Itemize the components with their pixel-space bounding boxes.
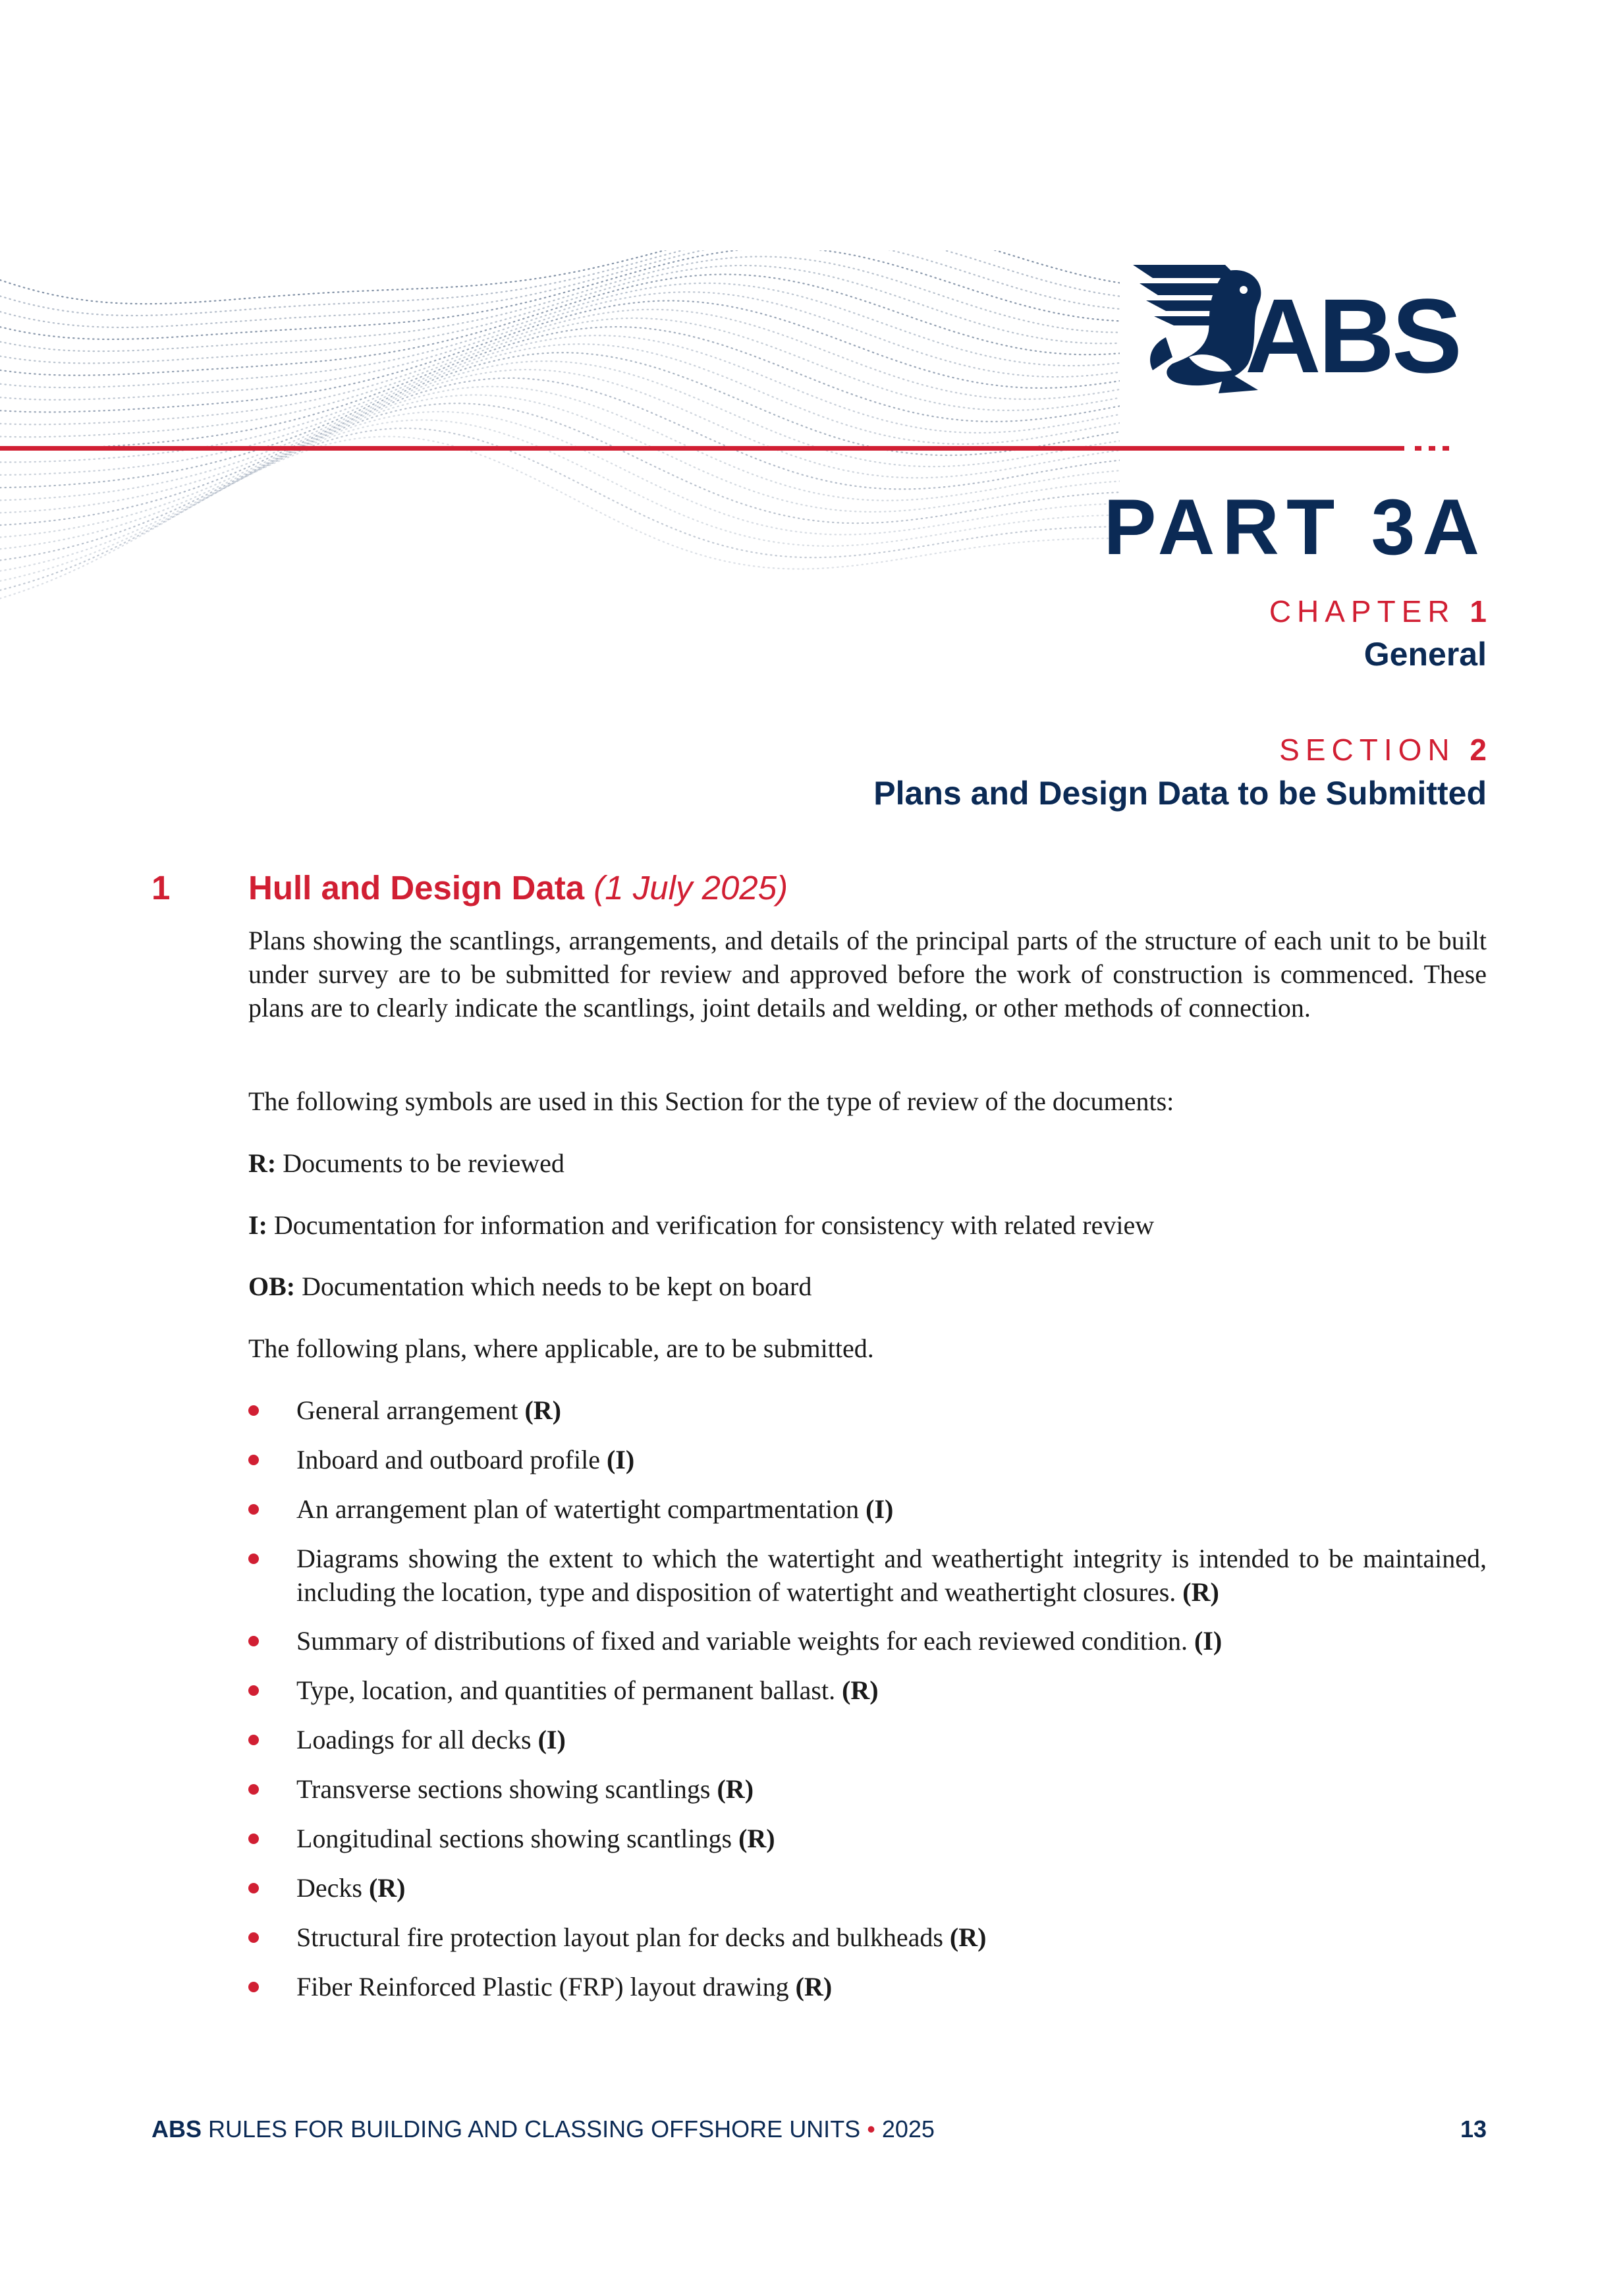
symbol-ob [248,1270,1487,1303]
footer-rules-title: RULES FOR BUILDING AND CLASSING OFFSHORE UNITS [208,2115,861,2142]
heading-title [248,868,788,908]
review-tag: (R) [949,1922,987,1952]
bullet-icon [248,1982,259,1992]
review-tag: (I) [866,1494,894,1524]
symbol-text: Documentation for information and verification for consistency with related review [273,1210,1155,1240]
symbol-code: R: [248,1148,277,1178]
symbol-r [248,1146,1487,1180]
wave-line [0,420,1120,581]
list-item-text: Summary of distributions of fixed and variable weights for each reviewed condition. [296,1626,1188,1656]
review-tag: (R) [795,1972,833,2002]
bullet-icon [248,1685,259,1696]
wave-line [0,352,1120,488]
review-tag: (R) [717,1774,754,1804]
bullet-icon [248,1455,259,1465]
bullet-icon [248,1932,259,1943]
bullet-icon [248,1883,259,1893]
heading-title-text: Hull and Design Data [248,869,585,907]
list-item-text: General arrangement [296,1395,518,1425]
bullet-icon [248,1504,259,1515]
chapter-word: CHAPTER [1269,594,1456,629]
wave-line [0,412,1120,571]
footer-year: 2025 [881,2115,935,2142]
chapter-label [1269,595,1487,628]
chapter-title: General [1363,636,1487,673]
review-tag: (R) [368,1873,406,1903]
rule-dot [1443,446,1449,451]
abs-logo-text: ABS [1245,277,1460,395]
list-item-text: Longitudinal sections showing scantlings [296,1824,732,1853]
page-number: 13 [1460,2115,1487,2142]
bullet-icon [248,1784,259,1795]
wave-graphic [0,250,1120,619]
wave-line [0,250,1120,327]
symbol-text: Documentation which needs to be kept on board [302,1272,812,1301]
review-tag: (I) [606,1445,635,1474]
symbol-i [248,1208,1487,1242]
wave-line [0,335,1120,462]
rule-dot [1415,446,1421,451]
symbol-code: OB: [248,1272,296,1301]
review-tag: (R) [842,1675,879,1705]
rule-dot [1429,446,1435,451]
list-item-text: Fiber Reinforced Plastic (FRP) layout drawing [296,1972,789,2002]
bullet-icon [248,1554,259,1564]
intro-paragraph: Plans showing the scantlings, arrangements, and details of the principal parts of the structure of each unit to be built under survey are to be submitted for review and approved before the work of construction is commenced. These plans are to clearly indicate the scantlings, joint details and welding, or other methods of connection. [248,926,1487,1022]
footer-title [151,2115,935,2144]
review-tag: (R) [1182,1577,1219,1607]
list-item-text: Loadings for all decks [296,1725,532,1754]
list-item-text: Diagrams showing the extent to which the watertight and weathertight integrity is intended to be maintained, including the location, type and disposition of watertight and weathertight closures. [296,1544,1487,1607]
wave-line [0,437,1120,599]
bullet-icon [248,1735,259,1745]
footer-separator: • [867,2115,875,2142]
review-tag: (I) [537,1725,566,1754]
symbol-text: Documents to be reviewed [283,1148,564,1178]
heading-number: 1 [151,869,171,907]
heading-date: (1 July 2025) [593,869,788,907]
list-item-text: Type, location, and quantities of permanent ballast. [296,1675,836,1705]
list-item-text: Decks [296,1873,362,1903]
review-tag: (R) [524,1395,561,1425]
section-number: 2 [1470,733,1487,767]
section-word: SECTION [1279,733,1456,767]
bullet-icon [248,1834,259,1844]
bullet-icon [248,1636,259,1646]
part-title: PART 3A [1103,483,1487,571]
symbol-code: I: [248,1210,267,1240]
header-rule [0,446,1404,451]
footer-brand: ABS [151,2115,202,2142]
list-item-text: An arrangement plan of watertight compartmentation [296,1494,860,1524]
list-item-text: Inboard and outboard profile [296,1445,600,1474]
list-item-text: Transverse sections showing scantlings [296,1774,711,1804]
section-title: Plans and Design Data to be Submitted [873,775,1487,812]
wave-line [0,250,1120,304]
section-label [1279,733,1487,766]
plans-intro: The following plans, where applicable, are to be submitted. [248,1333,874,1363]
chapter-number: 1 [1470,594,1487,629]
review-tag: (R) [738,1824,775,1853]
review-tag: (I) [1194,1626,1223,1656]
symbols-intro: The following symbols are used in this Section for the type of review of the documents: [248,1086,1174,1116]
bullet-icon [248,1405,259,1416]
wave-line [0,250,1120,316]
list-item-text: Structural fire protection layout plan for decks and bulkheads [296,1922,943,1952]
